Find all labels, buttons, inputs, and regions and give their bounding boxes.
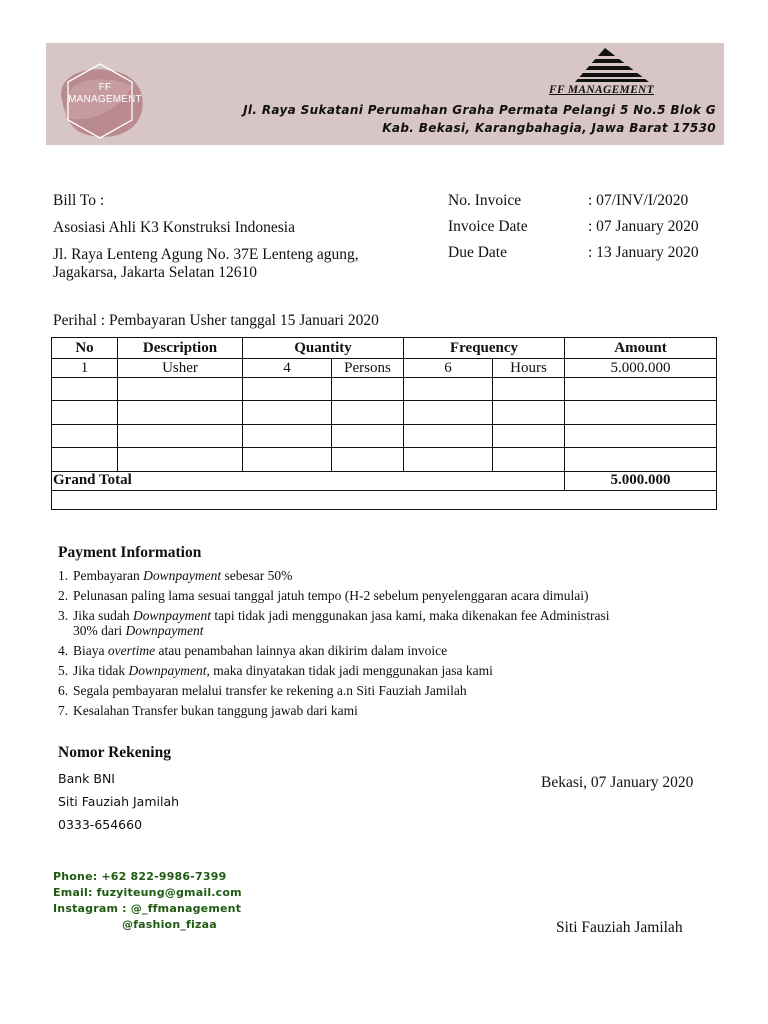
bill-to-label: Bill To : [53,192,105,209]
list-item: 4. Biaya overtime atau penambahan lainnya akan dikirim dalam invoice [58,643,448,658]
logo-text-line2: MANAGEMENT [68,94,142,105]
header-amount: Amount [565,338,717,359]
header-description: Description [118,338,243,359]
company-address-line1: Jl. Raya Sukatani Perumahan Graha Permata Pelangi 5 No.5 Blok G [243,103,716,117]
list-item: 2. Pelunasan paling lama sesuai tanggal jatuh tempo (H-2 sebelum penyelenggaran acara dimulai) [58,588,589,603]
contact-email: Email: fuzyiteung@gmail.com [53,886,242,899]
payment-info-title: Payment Information [58,544,202,561]
list-item: 5. Jika tidak Downpayment, maka dinyatakan tidak jadi menggunakan jasa kami [58,663,493,678]
cell-amount: 5.000.000 [565,359,717,378]
invoice-items-table [51,337,717,510]
table-row-empty [52,401,717,424]
contact-instagram: Instagram : @_ffmanagement [53,902,242,915]
bill-to-address-line1: Jl. Raya Lenteng Agung No. 37E Lenteng agung, [53,246,359,263]
table-row [52,359,717,378]
contact-instagram-2: @fashion_fizaa [122,918,217,931]
cell-freq: 6 [404,359,493,378]
logo-left-text [60,82,150,106]
cell-qty-unit: Persons [332,359,404,378]
grand-total-value: 5.000.000 [565,471,717,490]
payment-info-list [58,568,718,723]
table-header-row [52,338,717,359]
bill-to-address-line2: Jagakarsa, Jakarta Selatan 12610 [53,264,258,281]
table-row-empty [52,378,717,401]
header-no: No [52,338,118,359]
perihal-subject: Perihal : Pembayaran Usher tanggal 15 Januari 2020 [53,312,379,329]
list-item: 3. Jika sudah Downpayment tapi tidak jadi menggunakan jasa kami, maka dikenakan fee Administrasi 30% dari Downpayment [58,608,610,638]
cell-description: Usher [118,359,243,378]
table-row-empty [52,448,717,471]
brand-name: FF MANAGEMENT [549,84,654,96]
account-holder: Siti Fauziah Jamilah [58,794,180,809]
grand-total-label: Grand Total [52,471,565,490]
cell-freq-unit: Hours [493,359,565,378]
header-frequency: Frequency [404,338,565,359]
account-title: Nomor Rekening [58,744,171,761]
logo-text-line1: FF [98,82,112,93]
brand-pyramid-logo [575,48,649,84]
list-item: 1. Pembayaran Downpayment sebesar 50% [58,568,293,583]
cell-no: 1 [52,359,118,378]
list-item: 7. Kesalahan Transfer bukan tanggung jawab dari kami [58,703,358,718]
invoice-number-value: : 07/INV/I/2020 [588,192,689,209]
due-date-label: Due Date [448,244,507,261]
contact-phone: Phone: +62 822-9986-7399 [53,870,227,883]
list-item: 6. Segala pembayaran melalui transfer ke rekening a.n Siti Fauziah Jamilah [58,683,467,698]
due-date-value: : 13 January 2020 [588,244,699,261]
invoice-date-value: : 07 January 2020 [588,218,699,235]
account-bank: Bank BNI [58,771,115,786]
invoice-number-label: No. Invoice [448,192,522,209]
cell-qty: 4 [243,359,332,378]
account-number: 0333-654660 [58,817,143,832]
table-footer-row [52,490,717,509]
signature-signer: Siti Fauziah Jamilah [556,919,683,936]
grand-total-row [52,471,717,490]
header-quantity: Quantity [243,338,404,359]
company-address-line2: Kab. Bekasi, Karangbahagia, Jawa Barat 17530 [382,121,716,135]
table-row-empty [52,424,717,447]
signature-place-date: Bekasi, 07 January 2020 [541,774,694,791]
bill-to-name: Asosiasi Ahli K3 Konstruksi Indonesia [53,219,295,236]
invoice-date-label: Invoice Date [448,218,528,235]
